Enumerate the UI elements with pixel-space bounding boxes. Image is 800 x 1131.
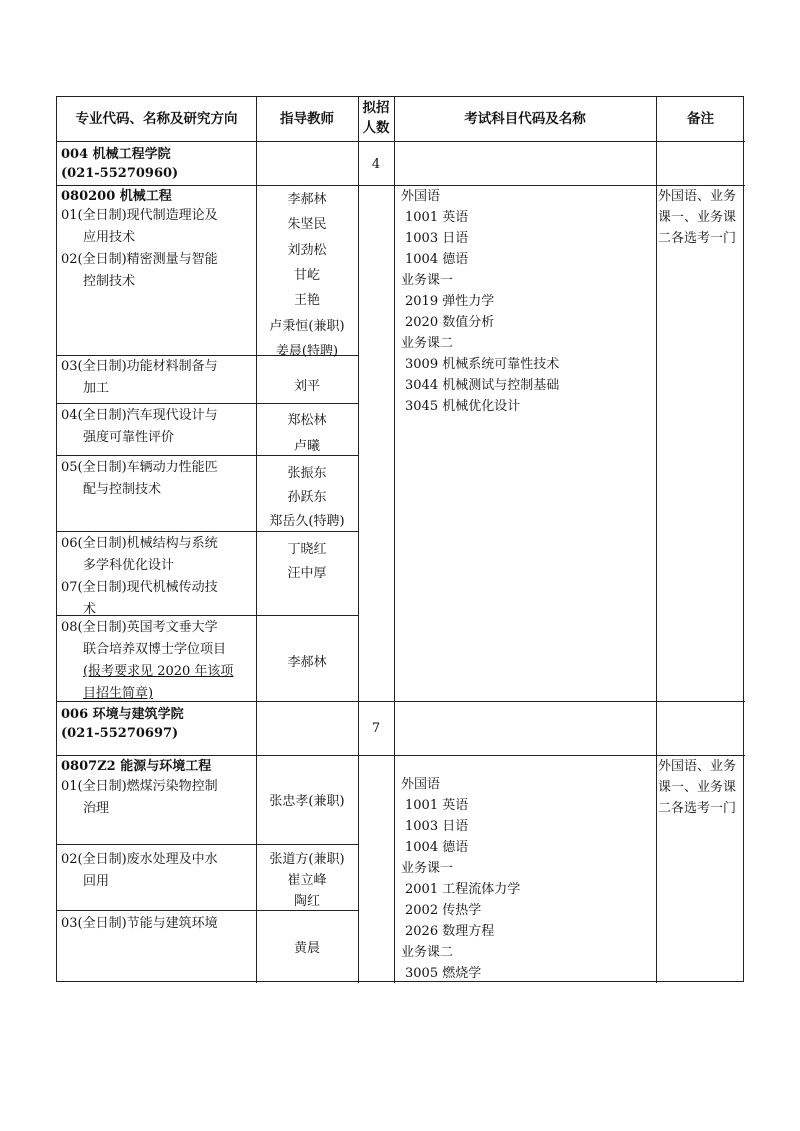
advisor-name: 张道方(兼职)	[269, 852, 345, 867]
column-divider	[656, 97, 657, 983]
direction-rule	[57, 403, 358, 404]
note-text: 二各选考一门	[658, 801, 737, 816]
header-note: 备注	[687, 111, 714, 127]
exam-subject: 2026 数理方程	[405, 924, 495, 939]
header-major: 专业代码、名称及研究方向	[75, 111, 238, 127]
exam-subject: 1004 德语	[405, 252, 469, 267]
advisor-name: 孙跃东	[287, 490, 327, 505]
research-direction: 07(全日制)现代机械传动技	[61, 580, 218, 595]
advisor-name: 王艳	[293, 293, 320, 309]
research-direction: 05(全日制)车辆动力性能匹	[61, 460, 218, 475]
advisor-name: 刘劲松	[287, 242, 327, 258]
research-direction: 目招生简章)	[83, 686, 154, 701]
college-phone: (021-55270697)	[61, 726, 179, 741]
major-title: 0807Z2 能源与环境工程	[61, 759, 212, 774]
advisor-name: 陶红	[293, 894, 320, 909]
advisor-name: 丁晓红	[287, 542, 327, 557]
research-direction: (报考要求见 2020 年该项	[83, 664, 234, 679]
advisor-name: 黄晨	[293, 941, 320, 956]
exam-subject: 1004 德语	[405, 840, 469, 855]
exam-subject: 1003 日语	[405, 231, 469, 246]
exam-subject: 1003 日语	[405, 819, 469, 834]
research-direction: 08(全日制)英国考文垂大学	[61, 620, 218, 635]
college-phone: (021-55270960)	[61, 166, 179, 181]
advisor-name: 李郝林	[287, 192, 327, 207]
header-exam: 考试科目代码及名称	[464, 111, 586, 127]
exam-subject: 1001 英语	[405, 798, 469, 813]
direction-rule	[57, 615, 358, 616]
advisor-name: 甘屹	[293, 267, 320, 283]
college-quota: 4	[371, 157, 381, 172]
research-direction: 应用技术	[83, 230, 136, 245]
advisor-name: 卢曦	[293, 439, 320, 454]
research-direction: 01(全日制)燃煤污染物控制	[61, 779, 218, 794]
advisor-name: 张忠孝(兼职)	[269, 794, 345, 809]
exam-subject: 2002 传热学	[405, 903, 482, 918]
exam-subject: 业务课一	[401, 273, 454, 288]
research-direction: 02(全日制)精密测量与智能	[61, 252, 218, 267]
advisor-name: 汪中厚	[287, 566, 327, 581]
exam-subject: 外国语	[401, 777, 441, 792]
advisor-name: 崔立峰	[287, 873, 327, 888]
research-direction: 术	[83, 602, 97, 617]
direction-rule	[57, 844, 358, 845]
research-direction: 控制技术	[83, 274, 136, 289]
note-text: 课一、业务课	[658, 780, 737, 795]
exam-subject: 3009 机械系统可靠性技术	[405, 357, 560, 372]
exam-subject: 2019 弹性力学	[405, 294, 495, 309]
exam-subject: 业务课二	[401, 945, 454, 960]
note-text: 外国语、业务	[658, 759, 737, 774]
research-direction: 配与控制技术	[83, 482, 162, 497]
advisor-name: 朱坚民	[287, 217, 327, 233]
major-title: 080200 机械工程	[61, 189, 172, 204]
research-direction: 04(全日制)汽车现代设计与	[61, 408, 218, 423]
advisor-name: 卢秉恒(兼职)	[269, 318, 345, 334]
exam-subject: 2020 数值分析	[405, 315, 495, 330]
note-text: 二各选考一门	[658, 231, 737, 246]
advisor-name: 张振东	[287, 466, 327, 481]
advisor-name: 郑岳久(特聘)	[269, 514, 345, 529]
note-text: 外国语、业务	[658, 189, 737, 204]
header-rule	[57, 141, 745, 142]
research-direction: 强度可靠性评价	[83, 430, 175, 445]
advisor-name: 李郝林	[287, 655, 327, 670]
college-name: 006 环境与建筑学院	[61, 707, 184, 722]
college-quota: 7	[371, 721, 381, 736]
exam-subject: 1001 英语	[405, 210, 469, 225]
research-direction: 治理	[83, 801, 110, 816]
college-name: 004 机械工程学院	[61, 147, 171, 162]
advisor-name: 刘平	[293, 379, 320, 394]
column-divider	[394, 97, 395, 983]
exam-subject: 3044 机械测试与控制基础	[405, 378, 560, 393]
research-direction: 06(全日制)机械结构与系统	[61, 536, 218, 551]
exam-subject: 业务课二	[401, 336, 454, 351]
exam-subject: 3045 机械优化设计	[405, 399, 521, 414]
section-rule	[57, 701, 745, 702]
exam-subject: 外国语	[401, 189, 441, 204]
exam-subject: 2001 工程流体力学	[405, 882, 521, 897]
header-advisor: 指导教师	[280, 111, 334, 127]
research-direction: 回用	[83, 874, 110, 889]
advisor-name: 姜晨(特聘)	[275, 343, 339, 359]
admissions-table	[56, 96, 744, 982]
header-quota: 拟招	[362, 100, 390, 116]
research-direction: 03(全日制)节能与建筑环境	[61, 916, 218, 931]
column-divider	[358, 97, 359, 983]
note-text: 课一、业务课	[658, 210, 737, 225]
research-direction: 02(全日制)废水处理及中水	[61, 852, 218, 867]
advisor-name: 郑松林	[287, 413, 327, 428]
research-direction: 加工	[83, 381, 110, 396]
research-direction: 03(全日制)功能材料制备与	[61, 359, 218, 374]
exam-subject: 3005 燃烧学	[405, 966, 482, 981]
research-direction: 多学科优化设计	[83, 558, 175, 573]
research-direction: 联合培养双博士学位项目	[83, 642, 227, 657]
research-direction: 01(全日制)现代制造理论及	[61, 208, 218, 223]
header-quota: 人数	[362, 120, 390, 136]
exam-subject: 业务课一	[401, 861, 454, 876]
